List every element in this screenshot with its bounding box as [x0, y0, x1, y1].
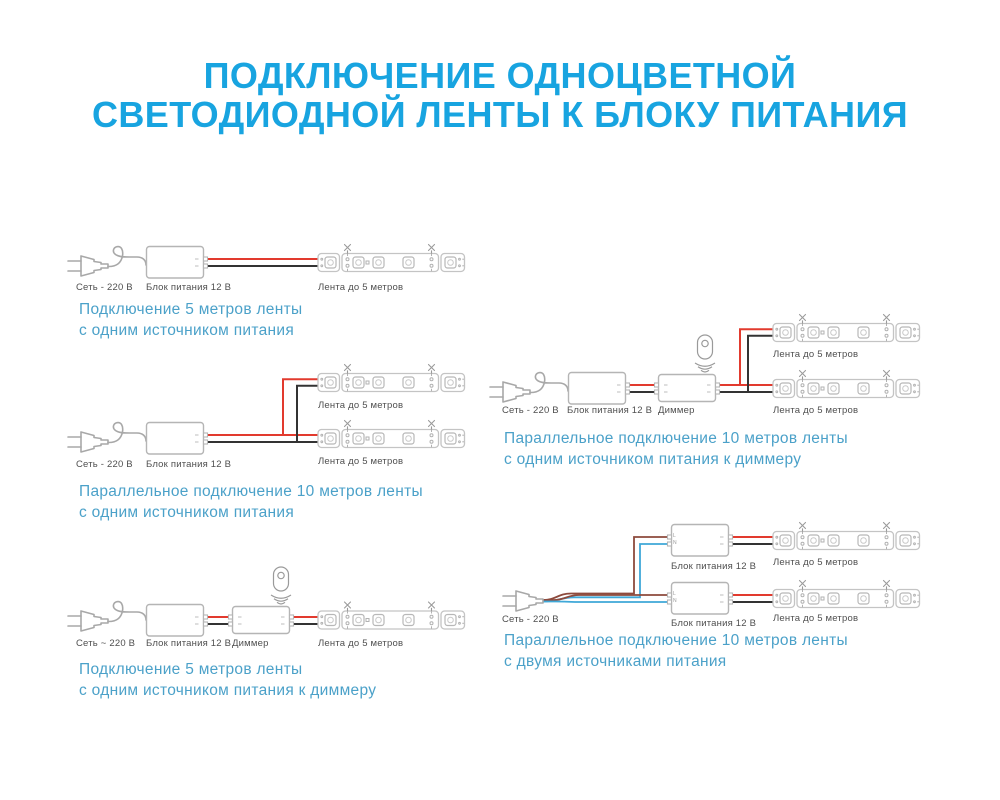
- mains-label: Сеть - 220 В: [502, 405, 559, 416]
- plug-icon: [503, 591, 543, 611]
- led-strip-bottom: [318, 421, 465, 448]
- terminal-neutral-label: N: [673, 540, 677, 546]
- mains-label: Сеть - 220 В: [76, 282, 133, 293]
- page-title: [0, 56, 1000, 134]
- mains-label: Сеть - 220 В: [76, 459, 133, 470]
- page-title-line1: ПОДКЛЮЧЕНИЕ ОДНОЦВЕТНОЙ: [203, 55, 797, 96]
- caption-line: Параллельное подключение 10 метров ленты: [504, 632, 848, 649]
- led-strip-top: [318, 365, 465, 392]
- mains-label: Сеть ~ 220 В: [76, 638, 136, 649]
- strip-label: Лента до 5 метров: [318, 456, 404, 467]
- strip-label: Лента до 5 метров: [773, 349, 859, 360]
- led-strip-bottom: [773, 371, 920, 398]
- mains-label: Сеть - 220 В: [502, 614, 559, 625]
- psu-label: Блок питания 12 В: [146, 459, 232, 470]
- diagram-2-caption: [79, 481, 423, 523]
- diagram-1-caption: [79, 299, 302, 341]
- remote-icon: [695, 335, 715, 372]
- terminal-neutral-label: N: [673, 598, 677, 604]
- power-supply-box: [147, 605, 208, 637]
- caption-line: с двумя источниками питания: [504, 653, 727, 670]
- strip-label: Лента до 5 метров: [318, 282, 404, 293]
- power-cord: [108, 423, 146, 443]
- caption-line: с одним источником питания к диммеру: [504, 451, 802, 468]
- led-strip-top: [773, 523, 920, 550]
- mains-wire-neutral-bottom: [543, 602, 668, 603]
- page-title-line2: СВЕТОДИОДНОЙ ЛЕНТЫ К БЛОКУ ПИТАНИЯ: [91, 94, 908, 135]
- power-supply-box: [147, 247, 208, 279]
- remote-icon: [271, 567, 291, 604]
- caption-line: Параллельное подключение 10 метров ленты: [79, 483, 423, 500]
- strip-label: Лента до 5 метров: [773, 557, 859, 568]
- power-cord: [108, 247, 146, 267]
- power-cord: [108, 602, 146, 622]
- diagram-3-caption: [79, 659, 376, 701]
- power-supply-box: [569, 373, 630, 405]
- psu-label: Блок питания 12 В: [146, 282, 232, 293]
- caption-line: с одним источником питания: [79, 504, 295, 521]
- led-strip: [318, 245, 465, 272]
- caption-line: с одним источником питания к диммеру: [79, 682, 377, 699]
- strip-label: Лента до 5 метров: [318, 638, 404, 649]
- led-strip-top: [773, 315, 920, 342]
- caption-line: Параллельное подключение 10 метров ленты: [504, 430, 848, 447]
- psu-label: Блок питания 12 В: [567, 405, 653, 416]
- terminal-live-label: L: [673, 533, 676, 539]
- wire-red-branch: [740, 329, 777, 385]
- dimmer-box: [655, 375, 720, 402]
- led-strip: [318, 602, 465, 629]
- wire-red-branch: [283, 379, 322, 435]
- caption-line: Подключение 5 метров ленты: [79, 661, 303, 678]
- plug-icon: [68, 256, 108, 276]
- dimmer-label: Диммер: [658, 405, 695, 416]
- psu-label: Блок питания 12 В: [146, 638, 232, 649]
- power-supply-box: [147, 423, 208, 455]
- psu-label: Блок питания 12 В: [671, 561, 757, 572]
- power-supply-box-bottom: [668, 583, 733, 615]
- diagram-1-single-strip: [68, 245, 465, 279]
- plug-icon: [490, 382, 530, 402]
- strip-label: Лента до 5 метров: [773, 613, 859, 624]
- mains-wire-live-top: [543, 537, 668, 600]
- caption-line: с одним источником питания: [79, 322, 295, 339]
- plug-icon: [68, 432, 108, 452]
- strip-label: Лента до 5 метров: [318, 400, 404, 411]
- diagram-4-caption: [504, 428, 848, 470]
- caption-line: Подключение 5 метров ленты: [79, 301, 303, 318]
- led-strip-bottom: [773, 581, 920, 608]
- diagram-3-dimmer-single-strip: [68, 567, 465, 636]
- terminal-live-label: L: [673, 591, 676, 597]
- psu-label: Блок питания 12 В: [671, 618, 757, 629]
- dimmer-label: Диммер: [232, 638, 269, 649]
- strip-label: Лента до 5 метров: [773, 405, 859, 416]
- dimmer-box: [229, 607, 294, 634]
- power-cord: [530, 373, 568, 393]
- power-supply-box-top: [668, 525, 733, 557]
- diagram-5-caption: [504, 630, 848, 672]
- plug-icon: [68, 611, 108, 631]
- diagram-2-parallel-one-psu: [68, 365, 465, 455]
